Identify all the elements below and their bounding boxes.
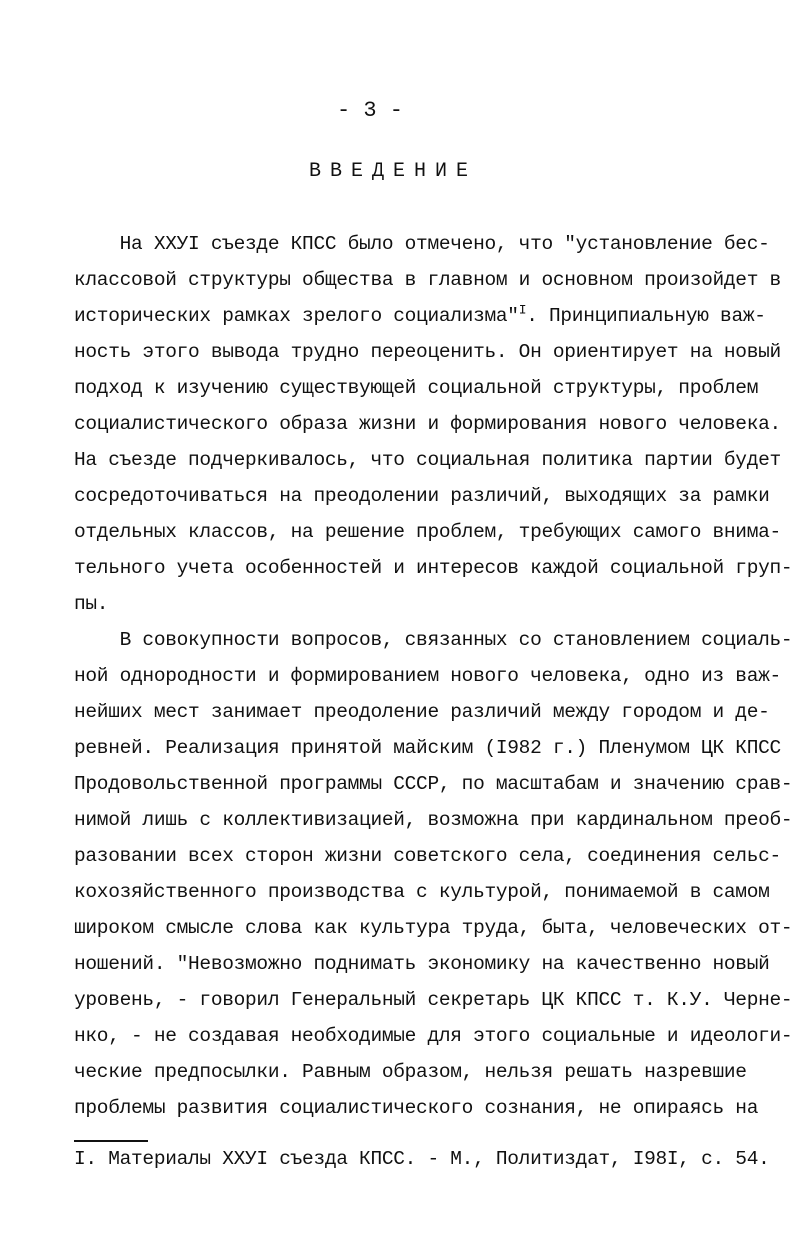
- text-line: ношений. "Невозможно поднимать экономику на качественно новый: [74, 953, 770, 975]
- footnote-text: I. Материалы ХХУI съезда КПСС. - М., Политиздат, I98I, с. 54.: [74, 1148, 770, 1170]
- text-line: ревней. Реализация принятой майским (I982 г.) Пленумом ЦК КПСС: [74, 737, 781, 759]
- text-line: [74, 298, 766, 334]
- text-line: социалистического образа жизни и формирования нового человека.: [74, 413, 781, 435]
- text-line: ной однородности и формированием нового человека, одно из важ-: [74, 665, 781, 687]
- text-line: пы.: [74, 593, 109, 615]
- page-title: ВВЕДЕНИЕ: [308, 160, 477, 183]
- text-line: нейших мест занимает преодоление различий между городом и де-: [74, 701, 770, 723]
- text-line: широком смысле слова как культура труда, быта, человеческих от-: [74, 917, 793, 939]
- page-number: - 3 -: [336, 98, 403, 123]
- text-line: сосредоточиваться на преодолении различий, выходящих за рамки: [74, 485, 770, 507]
- text-line: подход к изучению существующей социальной структуры, проблем: [74, 377, 759, 399]
- footnote-marker[interactable]: I: [518, 302, 527, 318]
- text-line: разовании всех сторон жизни советского села, соединения сельс-: [74, 845, 781, 867]
- text-line: кохозяйственного производства с культурой, понимаемой в самом: [74, 881, 770, 903]
- footnote-divider: [74, 1140, 148, 1142]
- text-line: уровень, - говорил Генеральный секретарь ЦК КПСС т. К.У. Черне-: [74, 989, 793, 1011]
- text-line: В совокупности вопросов, связанных со становлением социаль-: [74, 629, 793, 651]
- text-line: Продовольственной программы СССР, по масштабам и значению срав-: [74, 773, 793, 795]
- text-line: нко, - не создавая необходимые для этого социальные и идеологи-: [74, 1025, 793, 1047]
- text-line: классовой структуры общества в главном и основном произойдет в: [74, 269, 781, 291]
- text-line: нимой лишь с коллективизацией, возможна при кардинальном преоб-: [74, 809, 793, 831]
- text-line: ность этого вывода трудно переоценить. Он ориентирует на новый: [74, 341, 781, 363]
- text-line: отдельных классов, на решение проблем, требующих самого внима-: [74, 521, 781, 543]
- text-line-part: . Принципиальную важ-: [526, 305, 766, 327]
- text-line: На съезде подчеркивалось, что социальная политика партии будет: [74, 449, 781, 471]
- text-line: тельного учета особенностей и интересов каждой социальной груп-: [74, 557, 793, 579]
- text-line-part: исторических рамках зрелого социализма": [74, 305, 519, 327]
- text-line: На ХХУI съезде КПСС было отмечено, что "установление бес-: [74, 233, 770, 255]
- text-line: ческие предпосылки. Равным образом, нельзя решать назревшие: [74, 1061, 747, 1083]
- text-line: проблемы развития социалистического сознания, не опираясь на: [74, 1097, 759, 1119]
